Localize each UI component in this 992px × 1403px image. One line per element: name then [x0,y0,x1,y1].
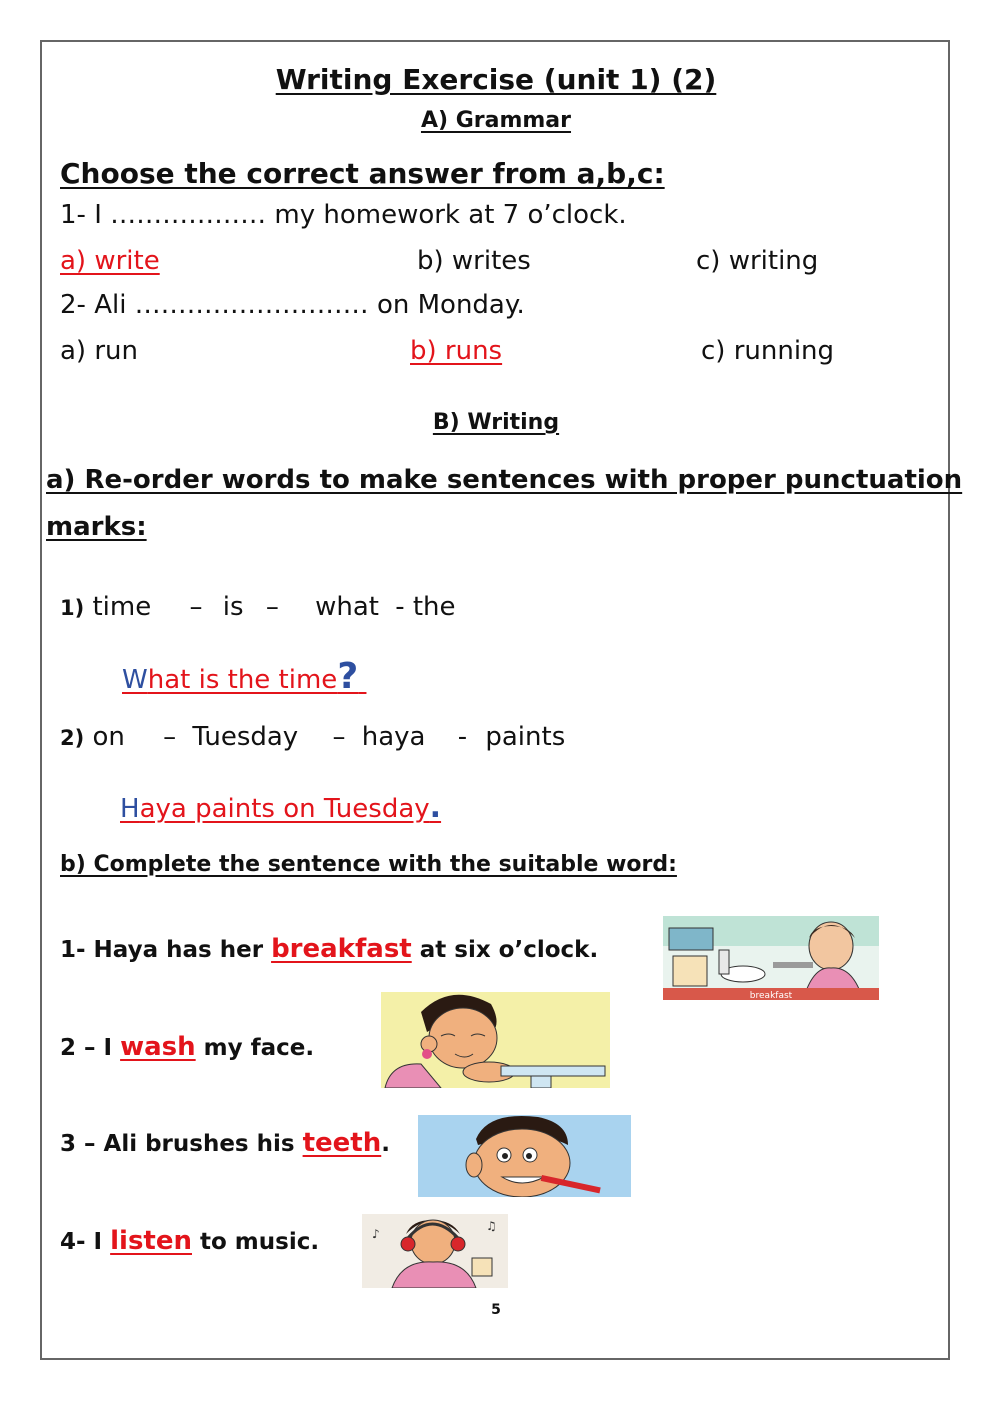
sentence-start: 1- Haya has her [60,937,272,963]
complete-sentence-1 [60,934,598,964]
picture-caption: breakfast [749,991,793,1000]
complete-sentence-3 [60,1128,390,1158]
reorder-answer-2 [120,790,441,825]
question-1: 1- I ……………… my homework at 7 o’clock. [60,200,627,230]
question-mark: ? [337,656,359,697]
word: Tuesday [192,722,299,752]
sentence-start: 3 – Ali brushes his [60,1131,303,1157]
dash: – [189,592,203,622]
section-b-heading: B) Writing [432,410,560,435]
word: paints [485,722,566,752]
reorder-item-number: 1) [60,596,85,620]
reorder-item-number: 2) [60,726,85,750]
word: is [222,592,244,622]
dash: – [265,592,279,622]
sentence-start: 4- I [60,1229,111,1255]
dash: - [457,722,468,752]
q2-option-b-correct: b) runs [410,336,503,366]
q1-option-c: c) writing [696,246,819,276]
dash: – [163,722,177,752]
word: on [92,722,125,752]
answer-text: aya paints on Tuesday [139,794,430,824]
complete-sentence-2 [60,1032,314,1062]
complete-heading: b) Complete the sentence with the suitable word: [60,852,677,877]
complete-sentence-4 [60,1226,319,1256]
word: - the [395,592,456,622]
word: what [315,592,379,622]
listen-music-picture [362,1214,508,1288]
answer-word: breakfast [271,934,412,964]
q2-option-a: a) run [60,336,138,366]
dash: – [332,722,346,752]
full-stop: . [429,790,442,825]
reorder-instruction-cont: marks: [46,512,147,542]
sentence-end: to music. [192,1229,320,1255]
listen-music-illustration [362,1214,508,1288]
question-2: 2- Ali ……………………… on Monday. [60,290,525,320]
breakfast-illustration [663,916,879,1000]
answer-text: hat is the time [147,665,338,695]
page-title: Writing Exercise (unit 1) (2) [275,63,717,96]
sentence-start: 2 – I [60,1035,121,1061]
grammar-instruction: Choose the correct answer from a,b,c: [60,157,665,190]
word: haya [361,722,426,752]
answer-word: teeth [302,1128,382,1158]
answer-word: wash [120,1032,196,1062]
reorder-item-2 [60,722,565,752]
page-number: 5 [491,1302,501,1318]
q2-option-c: c) running [701,336,835,366]
music-note-icon: ♪ [372,1227,380,1241]
wash-face-illustration [381,992,610,1088]
sentence-end: . [381,1131,390,1157]
sentence-end: at six o’clock. [411,937,599,963]
brush-teeth-illustration [418,1115,631,1197]
answer-capital: H [120,794,140,824]
reorder-instruction: a) Re-order words to make sentences with proper punctuation [46,465,963,495]
section-a-heading: A) Grammar [420,108,572,133]
wash-face-picture [381,992,610,1088]
music-note-icon: ♫ [486,1219,497,1233]
brush-teeth-picture [418,1115,631,1197]
answer-word: listen [110,1226,192,1256]
reorder-answer-1 [122,656,366,697]
sentence-end: my face. [195,1035,315,1061]
answer-capital: W [122,665,148,695]
reorder-item-1 [60,592,456,622]
q1-option-b: b) writes [417,246,531,276]
q1-option-a-correct: a) write [60,246,160,276]
breakfast-picture [663,916,879,1000]
word: time [92,592,152,622]
